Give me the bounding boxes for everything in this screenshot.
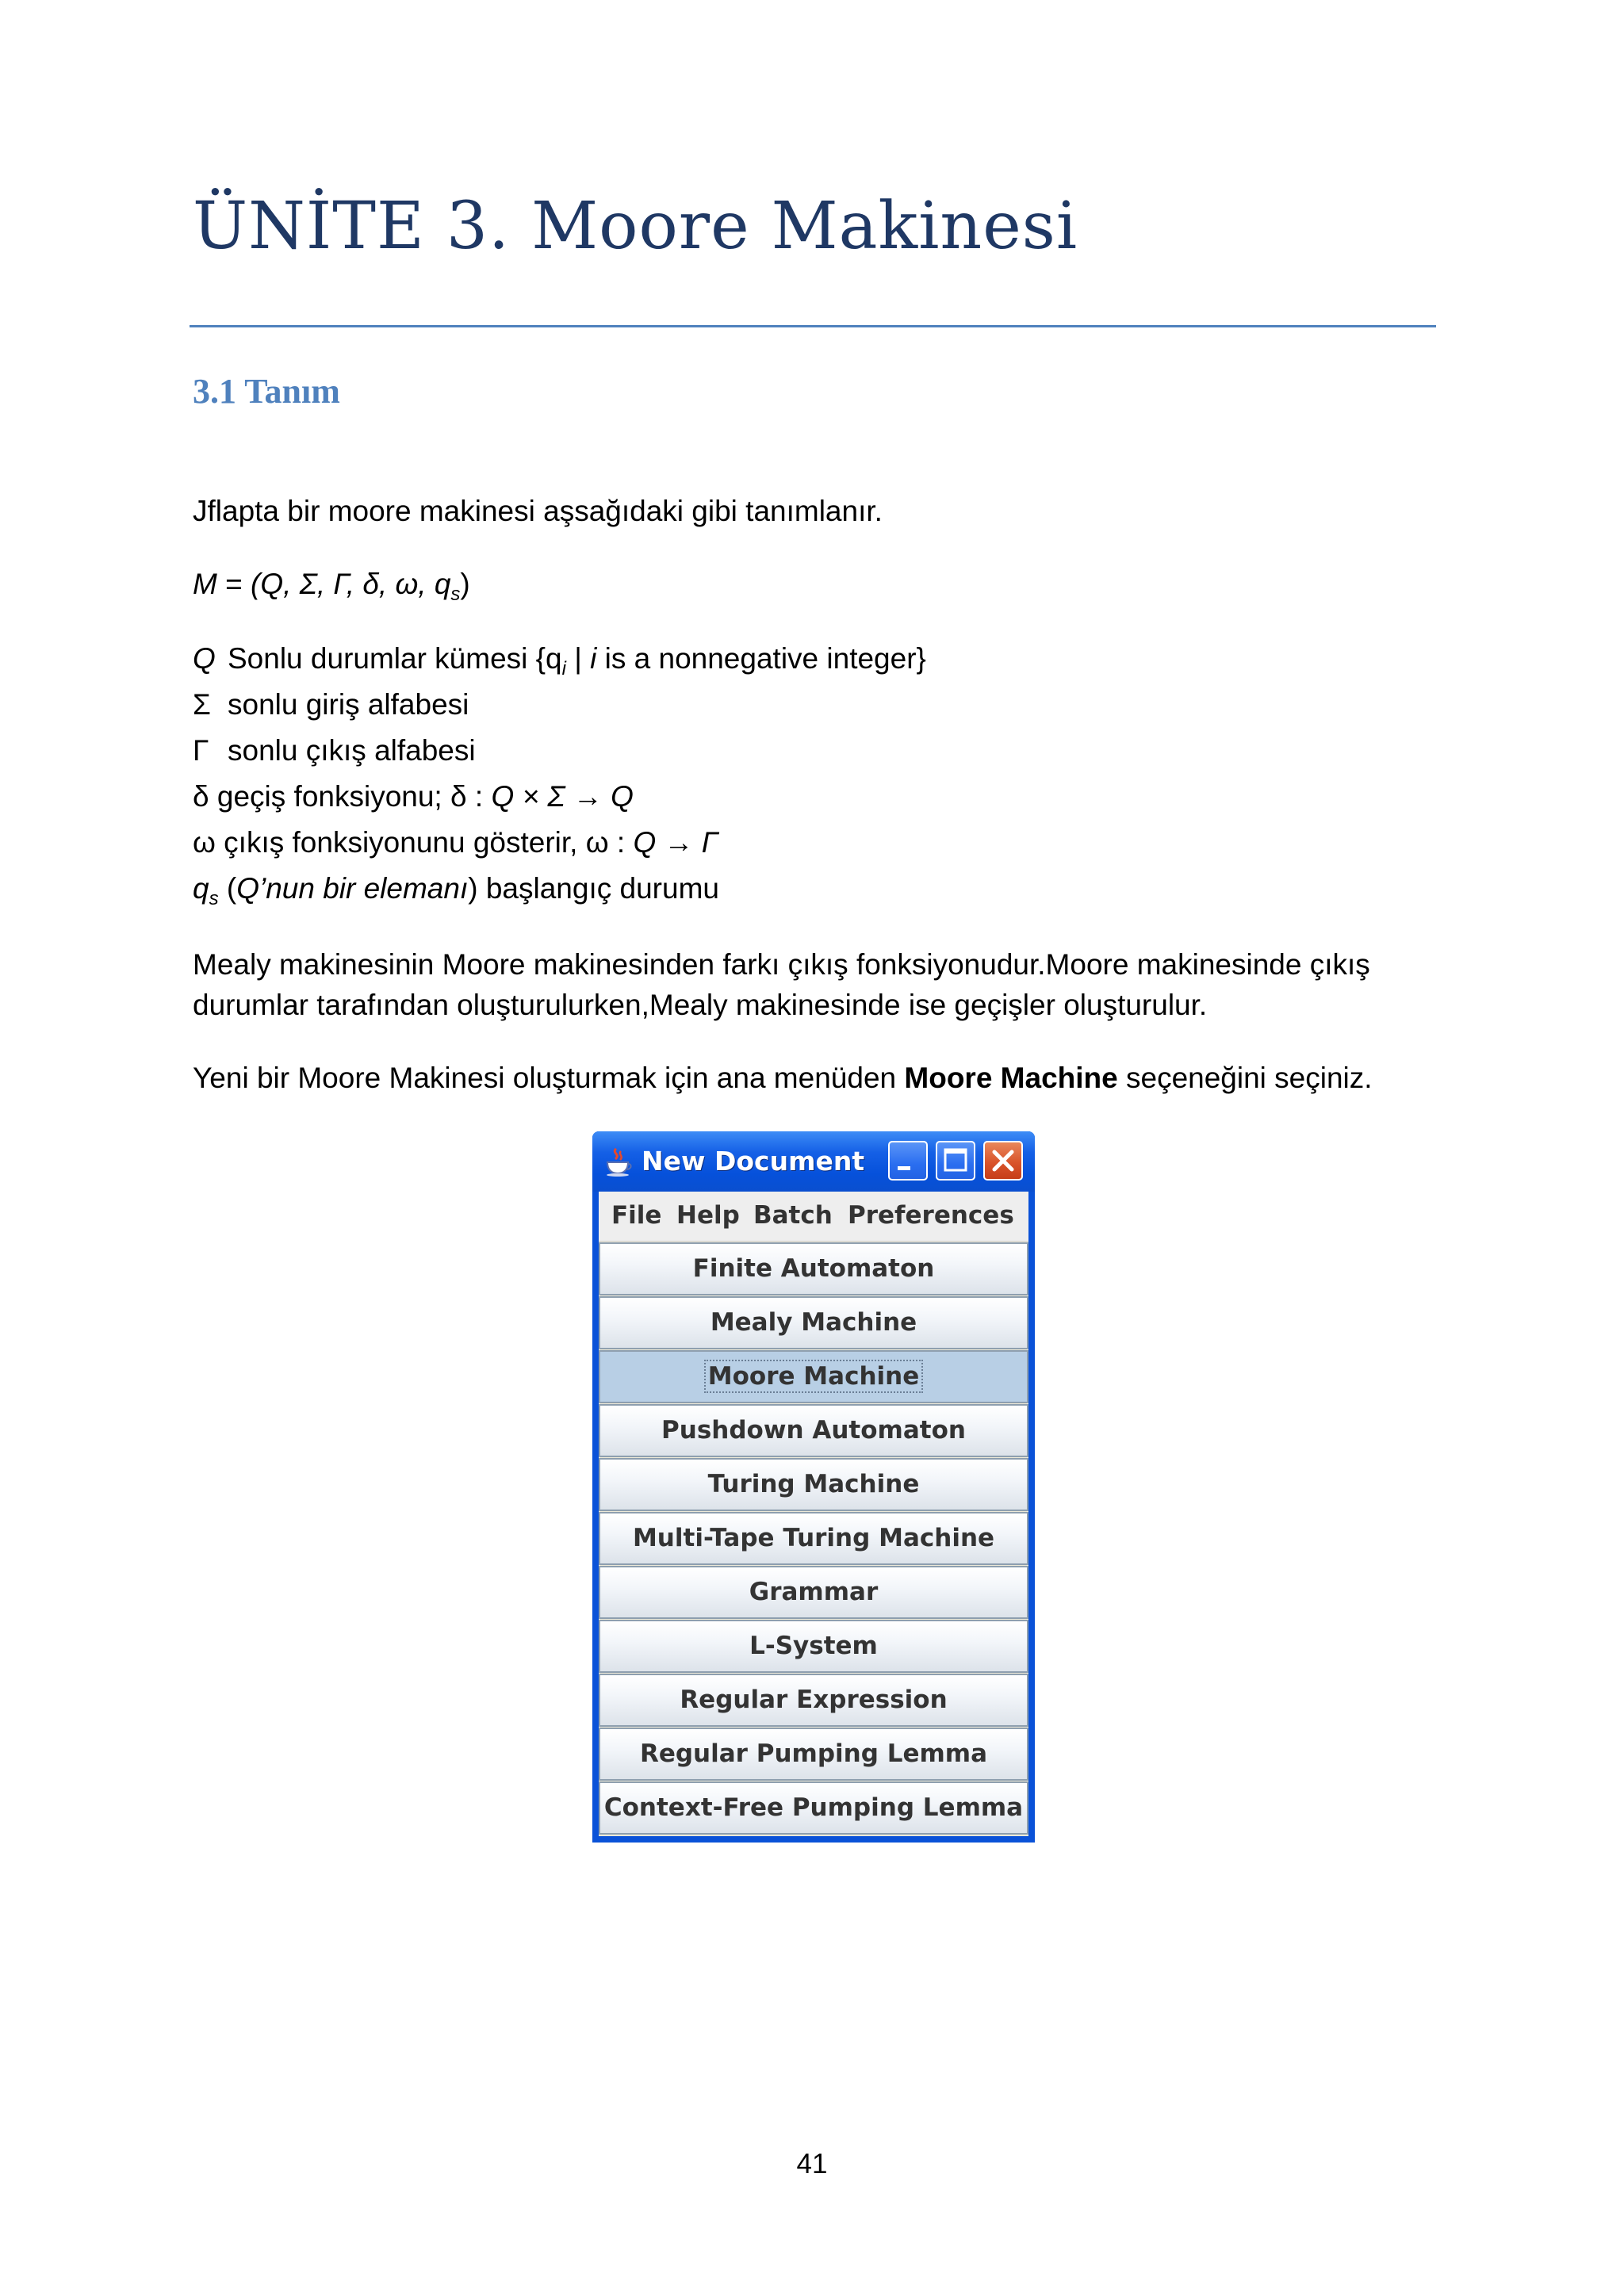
new-document-window	[592, 1131, 1035, 1843]
definition-symbol: δ	[193, 780, 209, 813]
definition-text: sonlu çıkış alfabesi	[228, 734, 476, 767]
button-label: Context-Free Pumping Lemma	[603, 1793, 1024, 1822]
definition-symbol: Q	[193, 642, 216, 675]
button-label: Moore Machine	[707, 1362, 920, 1391]
tuple-elements: (Q, Σ, Γ, δ, ω, q	[251, 568, 451, 600]
maximize-button[interactable]	[936, 1141, 975, 1181]
window-body	[599, 1192, 1028, 1836]
finite-automaton-button[interactable]	[599, 1242, 1028, 1295]
definition-row	[193, 682, 926, 728]
definition-rest: is a nonnegative integer}	[596, 642, 926, 675]
definition-variable: i	[590, 642, 597, 675]
window-title: New Document	[642, 1146, 865, 1177]
tuple-close: )	[460, 568, 470, 600]
button-label: Multi-Tape Turing Machine	[632, 1524, 995, 1552]
section-title: 3.1 Tanım	[193, 372, 340, 411]
moore-machine-button[interactable]	[599, 1350, 1028, 1403]
definition-separator: |	[565, 642, 591, 675]
instruction-after: seçeneğini seçiniz.	[1117, 1062, 1373, 1094]
menu-bar	[599, 1192, 1028, 1242]
instruction-before: Yeni bir Moore Makinesi oluşturmak için ana menüden	[193, 1062, 905, 1094]
definition-formula: Q → Γ	[633, 826, 718, 859]
window-titlebar[interactable]	[592, 1131, 1035, 1192]
definition-list	[193, 636, 926, 912]
tuple-name: M	[193, 568, 217, 600]
tuple-definition: M = (Q, Σ, Γ, δ, ω, $q_s$)	[193, 568, 470, 605]
definition-symbol: Σ	[193, 688, 211, 721]
comparison-paragraph-line1: Mealy makinesinin Moore makinesinden farkı çıkış fonksiyonudur.Moore makinesinde çıkış	[193, 948, 1370, 981]
definition-symbol: ω	[193, 826, 216, 859]
pushdown-automaton-button[interactable]	[599, 1404, 1028, 1457]
button-label: Finite Automaton	[692, 1254, 935, 1283]
tuple-subscript: s	[450, 584, 461, 605]
turing-machine-button[interactable]	[599, 1458, 1028, 1511]
definition-text: geçiş fonksiyonu; δ :	[216, 780, 492, 813]
close-icon	[985, 1142, 1021, 1179]
definition-text: başlangıç durumu	[485, 872, 719, 905]
page-number: 41	[796, 2149, 828, 2179]
definition-subscript: s	[209, 888, 219, 909]
button-label: Pushdown Automaton	[661, 1416, 966, 1445]
definition-subscript: i	[561, 658, 566, 679]
definition-row	[193, 636, 926, 682]
definition-row	[193, 728, 926, 774]
definition-paren-close: )	[468, 872, 478, 905]
chapter-rule	[190, 325, 1436, 327]
chapter-title: ÜNİTE 3. Moore Makinesi	[193, 189, 1078, 264]
instruction-bold: Moore Machine	[904, 1062, 1118, 1094]
button-label: Grammar	[749, 1578, 879, 1606]
definition-paren-open: (	[226, 872, 237, 905]
regular-pumping-lemma-button[interactable]	[599, 1728, 1028, 1781]
definition-row	[193, 774, 926, 820]
minimize-button[interactable]	[888, 1141, 928, 1181]
intro-paragraph: Jflapta bir moore makinesi aşsağıdaki gibi tanımlanır.	[193, 495, 883, 527]
maximize-icon	[937, 1142, 974, 1179]
menu-file[interactable]: File	[611, 1201, 662, 1230]
definition-text: çıkış fonksiyonunu gösterir, ω :	[224, 826, 634, 859]
menu-preferences[interactable]: Preferences	[848, 1201, 1014, 1230]
button-label: Regular Expression	[680, 1686, 948, 1714]
comparison-paragraph-line2: durumlar tarafından oluşturulurken,Mealy makinesinde ise geçişler oluşturulur.	[193, 989, 1208, 1021]
definition-row	[193, 820, 926, 866]
multi-tape-turing-machine-button[interactable]	[599, 1512, 1028, 1565]
instruction-paragraph	[193, 1058, 1373, 1098]
mealy-machine-button[interactable]	[599, 1296, 1028, 1349]
definition-formula: Q × Σ → Q	[491, 780, 634, 813]
button-label: Turing Machine	[707, 1470, 920, 1498]
definition-note: Q’nun bir elemanı	[236, 872, 469, 905]
minimize-icon	[890, 1142, 926, 1179]
close-button[interactable]	[983, 1141, 1023, 1181]
regular-expression-button[interactable]	[599, 1674, 1028, 1727]
button-label: Mealy Machine	[710, 1308, 917, 1337]
l-system-button[interactable]	[599, 1620, 1028, 1673]
button-label: Regular Pumping Lemma	[639, 1739, 988, 1768]
menu-help[interactable]: Help	[676, 1201, 740, 1230]
menu-batch[interactable]: Batch	[753, 1201, 833, 1230]
definition-row	[193, 866, 926, 912]
context-free-pumping-lemma-button[interactable]	[599, 1781, 1028, 1835]
button-label: L-System	[749, 1632, 878, 1660]
definition-text: sonlu giriş alfabesi	[228, 688, 469, 721]
grammar-button[interactable]	[599, 1566, 1028, 1619]
java-coffee-icon	[603, 1146, 632, 1177]
definition-symbol: Γ	[193, 734, 209, 767]
definition-text: Sonlu durumlar kümesi {q	[228, 642, 562, 675]
definition-symbol: q	[193, 872, 209, 905]
